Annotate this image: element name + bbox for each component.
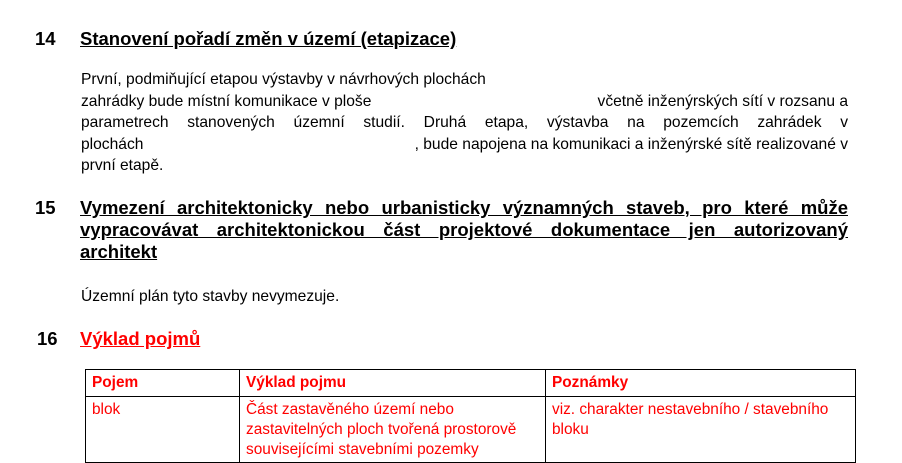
- section-heading-14: Stanovení pořadí změn v území (etapizace): [80, 28, 457, 49]
- para-line-4: plochách , bude napojena na komunikaci a inženýrské sítě realizované v: [81, 135, 848, 153]
- section-number-16: 16: [37, 328, 58, 349]
- para-line-5: první etapě.: [81, 157, 164, 174]
- cell-notes: viz. charakter nestavebního / stavebního bloku: [546, 397, 856, 463]
- section-14-paragraph: [81, 69, 848, 177]
- cell-explanation: Část zastavěného území nebo zastavitelných ploch tvořená prostorově souvisejícími stavebními pozemky: [240, 397, 546, 463]
- section-heading-16: Výklad pojmů: [80, 328, 201, 349]
- section-number-14: 14: [35, 28, 56, 49]
- terms-table: [85, 369, 856, 463]
- para-line-3: parametrech stanovených územní studií. Druhá etapa, výstavba na pozemcích zahrádek v: [81, 114, 848, 131]
- table-header-row: [86, 370, 856, 397]
- section-15-text: Územní plán tyto stavby nevymezuje.: [81, 288, 340, 305]
- cell-term: blok: [86, 397, 240, 463]
- column-header-term: Pojem: [86, 370, 240, 397]
- para-line-1: První, podmiňující etapou výstavby v návrhových plochách: [81, 71, 486, 88]
- table-row: [86, 397, 856, 463]
- column-header-explanation: Výklad pojmu: [240, 370, 546, 397]
- para-line-2: zahrádky bude místní komunikace v ploše včetně inženýrských sítí v rozsanu a: [81, 92, 848, 110]
- section-number-15: 15: [35, 197, 56, 218]
- column-header-notes: Poznámky: [546, 370, 856, 397]
- section-heading-15: Vymezení architektonicky nebo urbanisticky významných staveb, pro které může vypracovávat architektonickou část projektové dokumentace jen autorizovaný architekt: [80, 197, 848, 262]
